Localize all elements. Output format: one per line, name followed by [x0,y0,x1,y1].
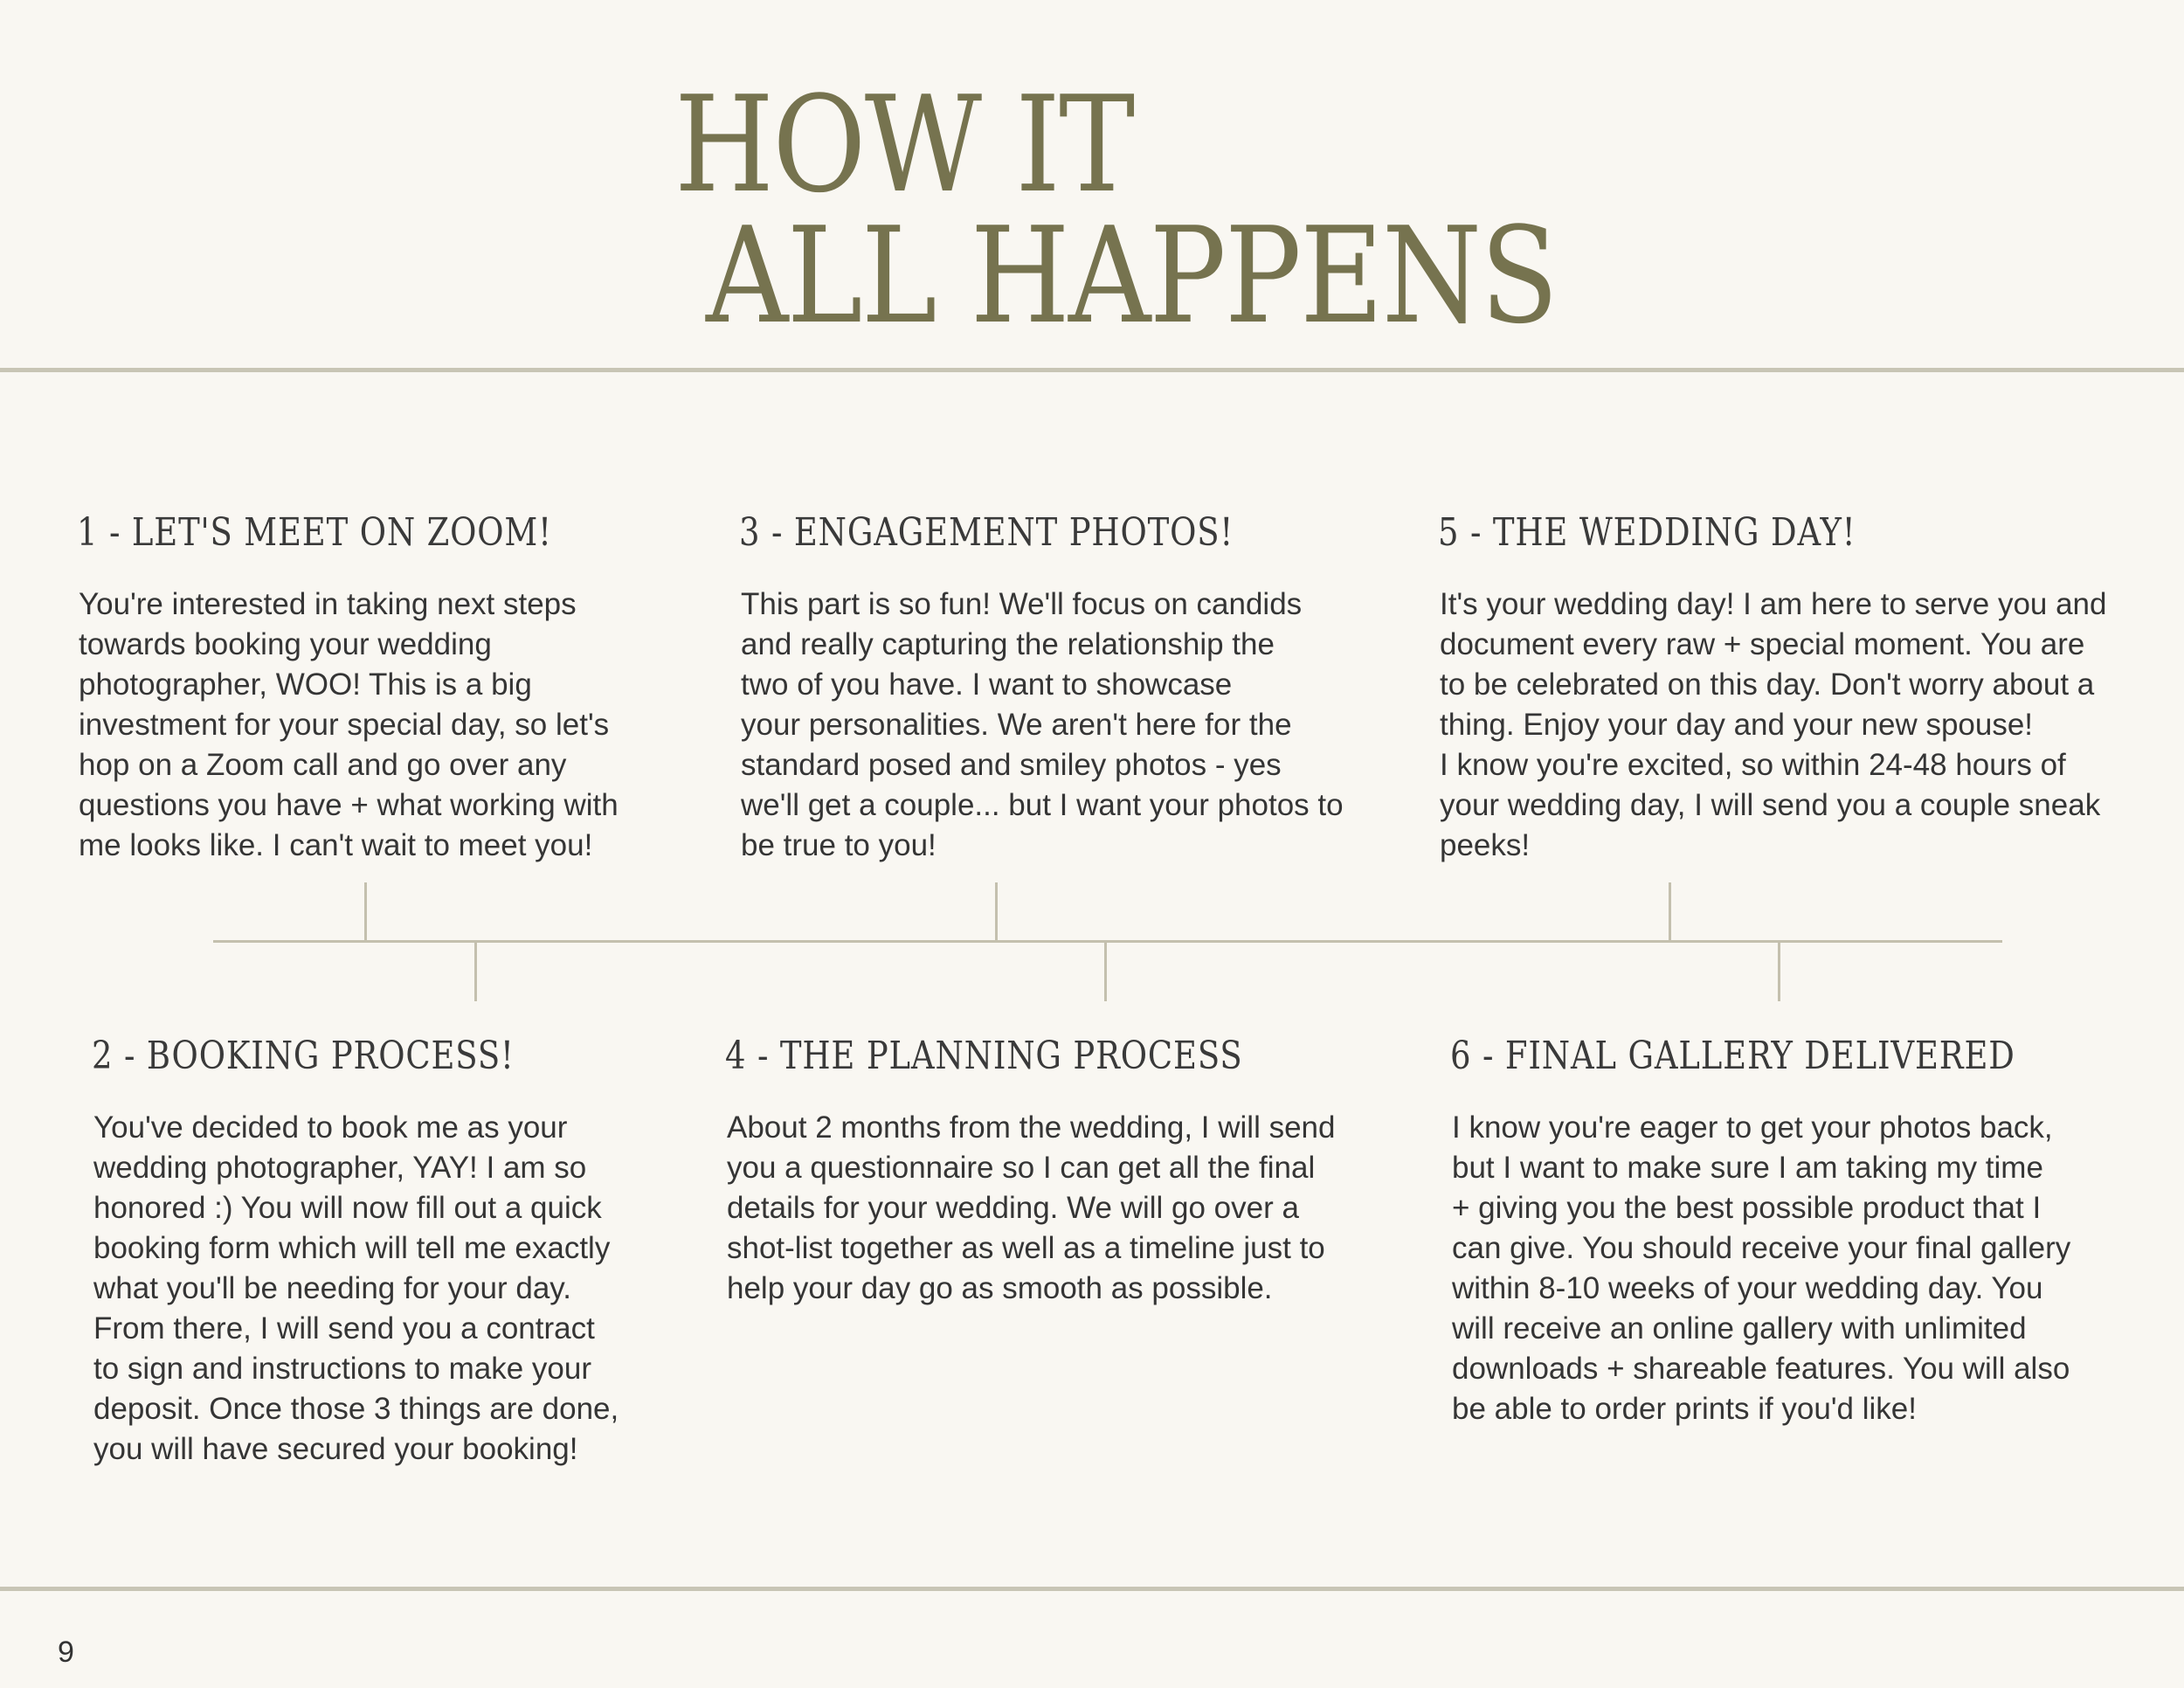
step-4-heading: 4 - THE PLANNING PROCESS [725,1034,1243,1078]
step-4-body-line: shot-list together as well as a timeline just to [727,1231,1325,1265]
step-2-body-line: You've decided to book me as your [93,1110,568,1145]
step-6-body-line: be able to order prints if you'd like! [1452,1392,1917,1426]
step-3-body-line: and really capturing the relationship the [741,627,1275,661]
step-6-body-line: downloads + shareable features. You will also [1452,1352,2070,1386]
timeline-tick-step-6 [1778,942,1780,1001]
page-title-line-1: HOW IT [674,67,1134,222]
step-2-body-line: to sign and instructions to make your [93,1352,592,1386]
step-1-body-line: investment for your special day, so let's [79,708,610,742]
step-6-body-line: can give. You should receive your final gallery [1452,1231,2071,1265]
timeline-tick-step-4 [1104,942,1107,1001]
step-1-body-line: towards booking your wedding [79,627,492,661]
step-3-body [741,585,1344,866]
step-1-body [79,585,619,866]
step-2-body-line: wedding photographer, YAY! I am so [93,1151,587,1185]
step-1-body-line: me looks like. I can't wait to meet you! [79,828,593,862]
step-1-body-line: hop on a Zoom call and go over any [79,748,567,782]
step-2-body-line: booking form which will tell me exactly [93,1231,611,1265]
step-6-body-line: + giving you the best possible product that I [1452,1191,2042,1225]
timeline-tick-step-2 [474,942,477,1001]
step-1-body-line: questions you have + what working with [79,788,619,822]
step-1-body-line: photographer, WOO! This is a big [79,668,532,702]
step-1-heading: 1 - LET'S MEET ON ZOOM! [77,510,552,555]
step-5-body-line: peeks! [1440,828,1531,862]
step-6-body [1452,1108,2070,1429]
step-4-body [727,1108,1335,1309]
step-4-body-line: help your day go as smooth as possible. [727,1271,1273,1305]
step-2-body-line: what you'll be needing for your day. [93,1271,571,1305]
step-4-body-line: details for your wedding. We will go over a [727,1191,1299,1225]
step-2-heading: 2 - BOOKING PROCESS! [92,1034,515,1078]
step-2-body-line: From there, I will send you a contract [93,1311,595,1346]
step-4-body-line: About 2 months from the wedding, I will send [727,1110,1336,1145]
step-3-body-line: two of you have. I want to showcase [741,668,1233,702]
step-5-heading: 5 - THE WEDDING DAY! [1438,510,1856,555]
step-1-body-line: You're interested in taking next steps [79,587,577,621]
step-5-body-line: to be celebrated on this day. Don't worry about a [1440,668,2095,702]
step-3-body-line: standard posed and smiley photos - yes [741,748,1282,782]
step-5-body-line: thing. Enjoy your day and your new spouse! [1440,708,2034,742]
step-6-body-line: but I want to make sure I am taking my time [1452,1151,2043,1185]
step-2-body [93,1108,619,1470]
step-5-body-line: your wedding day, I will send you a couple sneak [1440,788,2101,822]
step-3-body-line: we'll get a couple... but I want your photos to [741,788,1344,822]
step-5-body-line: document every raw + special moment. You are [1440,627,2085,661]
top-divider [0,368,2184,372]
step-5-body-line: It's your wedding day! I am here to serve you and [1440,587,2107,621]
timeline-line [213,940,2002,943]
step-2-body-line: you will have secured your booking! [93,1432,578,1466]
step-6-body-line: will receive an online gallery with unlimited [1452,1311,2027,1346]
step-3-body-line: This part is so fun! We'll focus on candids [741,587,1303,621]
bottom-divider [0,1587,2184,1591]
step-6-heading: 6 - FINAL GALLERY DELIVERED [1450,1034,2015,1078]
step-2-body-line: deposit. Once those 3 things are done, [93,1392,619,1426]
step-5-body [1440,585,2107,866]
step-3-body-line: your personalities. We aren't here for the [741,708,1292,742]
step-3-body-line: be true to you! [741,828,936,862]
page-number: 9 [58,1636,74,1669]
timeline-tick-step-3 [995,882,998,942]
step-3-heading: 3 - ENGAGEMENT PHOTOS! [739,510,1234,555]
timeline-tick-step-5 [1669,882,1671,942]
step-6-body-line: within 8-10 weeks of your wedding day. You [1452,1271,2043,1305]
step-2-body-line: honored :) You will now fill out a quick [93,1191,602,1225]
step-6-body-line: I know you're eager to get your photos back, [1452,1110,2053,1145]
page-title-line-2: ALL HAPPENS [706,198,1558,353]
step-5-body-line: I know you're excited, so within 24-48 hours of [1440,748,2066,782]
timeline-tick-step-1 [364,882,367,942]
step-4-body-line: you a questionnaire so I can get all the final [727,1151,1316,1185]
